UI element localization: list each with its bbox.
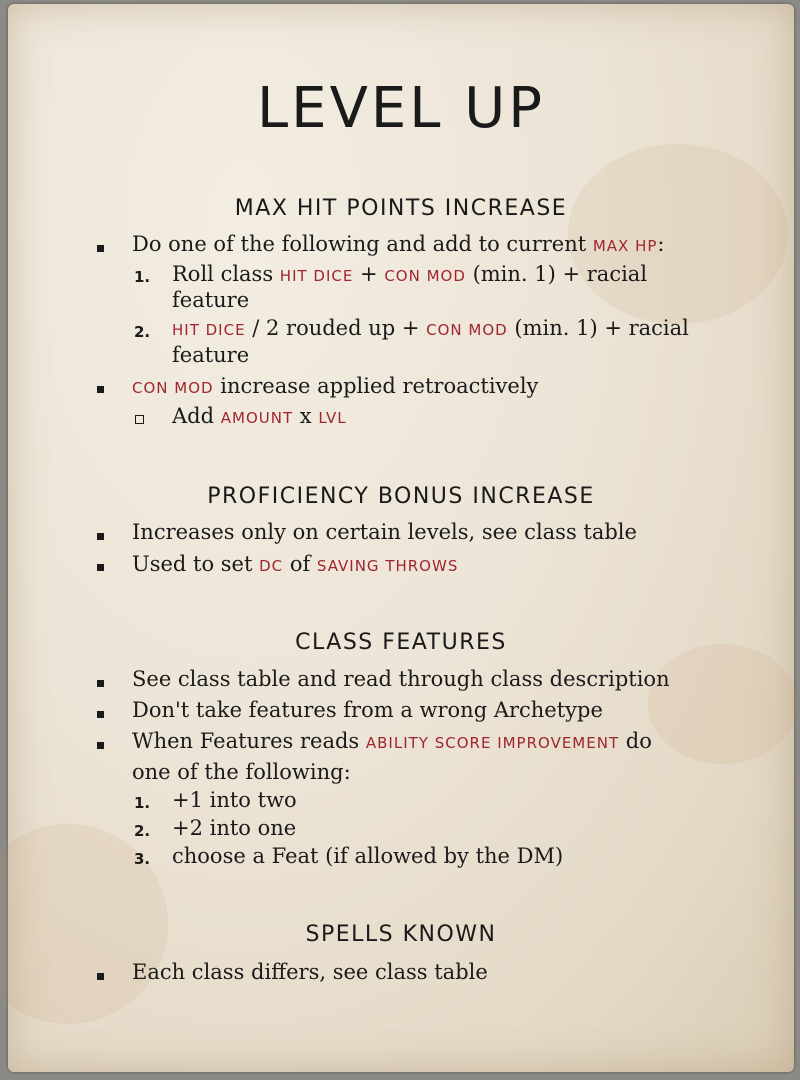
level-up-card bbox=[8, 4, 794, 1072]
option-item: +2 into one bbox=[172, 816, 297, 840]
class-features-bullet-2: Don't take features from a wrong Archetype bbox=[132, 698, 603, 722]
class-features-bullet-1: See class table and read through class description bbox=[132, 667, 670, 691]
bullet-icon bbox=[97, 386, 104, 393]
bullet-icon bbox=[97, 564, 104, 571]
proficiency-bullet-2: Used to set DC of SAVING THROWS bbox=[132, 552, 459, 576]
spells-bullet-1: Each class differs, see class table bbox=[132, 960, 488, 984]
proficiency-bullet-1: Increases only on certain levels, see class table bbox=[132, 520, 637, 544]
bullet-icon bbox=[97, 533, 104, 540]
class-features-bullet-3-cont: one of the following: bbox=[132, 760, 351, 784]
section-heading-max-hp: MAX HIT POINTS INCREASE bbox=[234, 196, 568, 221]
list-number: 2. bbox=[134, 323, 151, 341]
section-heading-class-features: CLASS FEATURES bbox=[295, 630, 507, 655]
list-number: 1. bbox=[134, 794, 151, 812]
class-features-bullet-3: When Features reads ABILITY SCORE IMPROVEMENT do bbox=[132, 729, 652, 753]
paper-stain bbox=[648, 644, 798, 764]
page-title: LEVEL UP bbox=[256, 76, 546, 141]
max-hp-subbullet: Add AMOUNT x LVL bbox=[172, 404, 347, 428]
option-item: choose a Feat (if allowed by the DM) bbox=[172, 844, 564, 868]
list-number: 2. bbox=[134, 822, 151, 840]
max-hp-option-2-cont: feature bbox=[172, 343, 250, 367]
max-hp-option-1: Roll class HIT DICE + CON MOD (min. 1) + racial bbox=[172, 262, 648, 286]
max-hp-option-1-cont: feature bbox=[172, 288, 250, 312]
section-heading-proficiency: PROFICIENCY BONUS INCREASE bbox=[207, 484, 595, 509]
option-item: +1 into two bbox=[172, 788, 297, 812]
section-heading-spells: SPELLS KNOWN bbox=[305, 922, 497, 947]
square-bullet-icon bbox=[135, 415, 144, 424]
max-hp-bullet-2: CON MOD increase applied retroactively bbox=[132, 374, 539, 398]
list-number: 3. bbox=[134, 850, 151, 868]
bullet-icon bbox=[97, 680, 104, 687]
bullet-icon bbox=[97, 711, 104, 718]
max-hp-bullet-1: Do one of the following and add to current MAX HP: bbox=[132, 232, 665, 256]
bullet-icon bbox=[97, 973, 104, 980]
max-hp-option-2: HIT DICE / 2 rouded up + CON MOD (min. 1) + racial bbox=[172, 316, 689, 340]
bullet-icon bbox=[97, 742, 104, 749]
bullet-icon bbox=[97, 245, 104, 252]
list-number: 1. bbox=[134, 268, 151, 286]
